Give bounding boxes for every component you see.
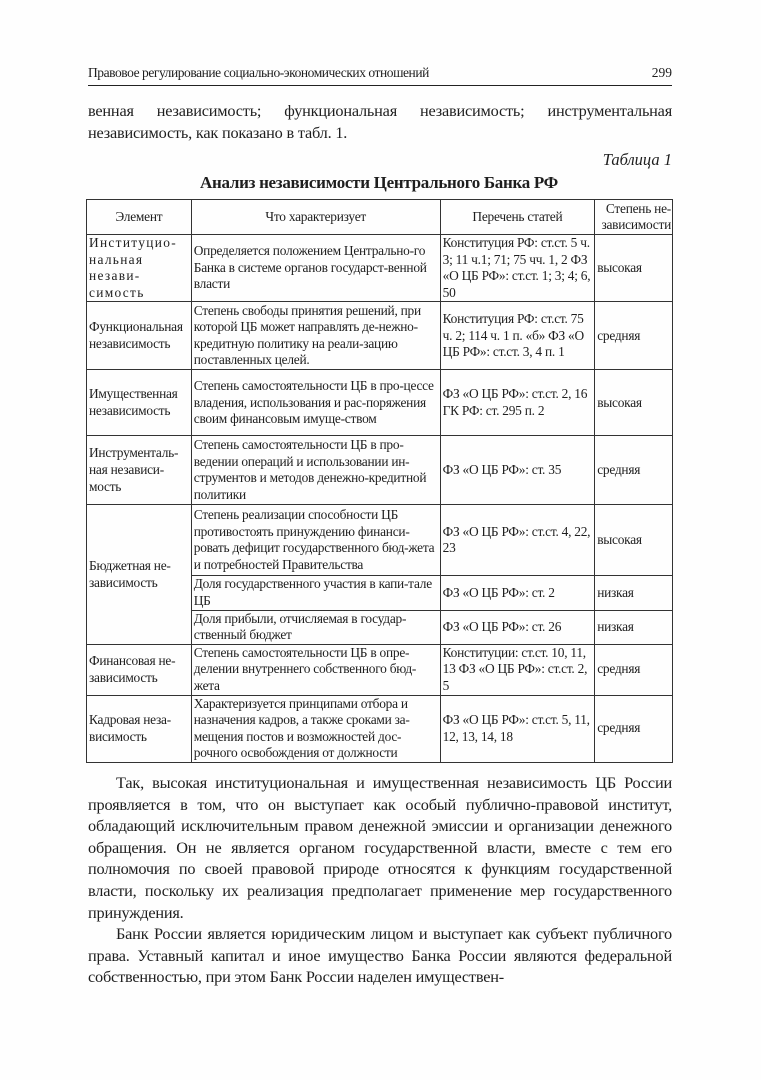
cell-description: Доля государственного участия в капи-тале ЦБ (191, 576, 440, 610)
table-row (87, 370, 673, 436)
cell-articles: ФЗ «О ЦБ РФ»: ст. 35 (440, 436, 595, 505)
table-row (87, 302, 673, 370)
header-description: Что характеризует (191, 200, 440, 235)
cell-articles: Конституции: ст.ст. 10, 11, 13 ФЗ «О ЦБ РФ»: ст.ст. 2, 5 (440, 644, 595, 695)
header-element: Элемент (87, 200, 192, 235)
body-paragraph: Банк России является юридическим лицом и выступает как субъект публичного права. Уставный капитал и иное имущество Банка России являются федеральной собственностью, при этом Банк России наделен имуществен- (88, 924, 672, 987)
cell-description: Степень самостоятельности ЦБ в опре-делении внутреннего собственного бюд-жета (191, 644, 440, 695)
cell-degree: высокая (595, 370, 673, 436)
cell-description: Степень свободы принятия решений, при которой ЦБ может направлять де-нежно-кредитную политику на реали-зацию поставленных целей. (191, 302, 440, 370)
body-paragraph: Так, высокая институциональная и имущественная независимость ЦБ России проявляется в том, что он выступает как особый публично-правовой институт, обладающий исключительным правом денежной эмиссии и организации денежного обращения. Он не является органом государственной власти, вместе с тем его полномочия по своей правовой природе относятся к функциям государственной власти, поскольку их реализация предполагает применение мер государственного принуждения. (88, 773, 672, 922)
cell-element: Имущественная независимость (87, 370, 192, 436)
cell-articles: ФЗ «О ЦБ РФ»: ст.ст. 5, 11, 12, 13, 14, 18 (440, 695, 595, 762)
cell-degree: средняя (595, 302, 673, 370)
table-row (87, 644, 673, 695)
table-label: Таблица 1 (602, 150, 672, 169)
header-articles: Перечень статей (440, 200, 595, 235)
intro-paragraph (88, 100, 672, 143)
cell-degree: высокая (595, 235, 673, 302)
independence-table (86, 199, 673, 763)
table-row (87, 436, 673, 505)
cell-articles: ФЗ «О ЦБ РФ»: ст. 26 (440, 610, 595, 644)
page-number: 299 (651, 65, 672, 80)
cell-element: Институцио-нальная незави-симость (87, 235, 192, 302)
cell-degree: средняя (595, 436, 673, 505)
cell-description: Степень реализации способности ЦБ противостоять принуждению финанси-ровать дефицит государственного бюд-жета и потребностей Правительства (191, 505, 440, 576)
running-head-title: Правовое регулирование социально-экономических отношений (88, 65, 429, 80)
cell-degree: низкая (595, 610, 673, 644)
table-row (87, 695, 673, 762)
cell-description: Характеризуется принципами отбора и назначения кадров, а также сроками за-мещения постов и возможностей дос-рочного освобождения от должности (191, 695, 440, 762)
cell-element: Финансовая не-зависимость (87, 644, 192, 695)
table-row (87, 235, 673, 302)
cell-degree: низкая (595, 576, 673, 610)
header-degree: Степень не-зависимости (595, 200, 673, 235)
cell-articles: ФЗ «О ЦБ РФ»: ст.ст. 2, 16 ГК РФ: ст. 295 п. 2 (440, 370, 595, 436)
cell-degree: высокая (595, 505, 673, 576)
cell-element: Кадровая неза-висимость (87, 695, 192, 762)
body-after-table (88, 772, 672, 988)
table-title: Анализ независимости Центрального Банка РФ (200, 173, 558, 192)
cell-degree: средняя (595, 644, 673, 695)
cell-articles: ФЗ «О ЦБ РФ»: ст.ст. 4, 22, 23 (440, 505, 595, 576)
cell-degree: средняя (595, 695, 673, 762)
intro-text: венная независимость; функциональная независимость; инструментальная независимость, как показано в табл. 1. (88, 101, 672, 142)
cell-articles: Конституция РФ: ст.ст. 5 ч. 3; 11 ч.1; 71; 75 чч. 1, 2 ФЗ «О ЦБ РФ»: ст.ст. 1; 3; 4; 6, 50 (440, 235, 595, 302)
cell-description: Степень самостоятельности ЦБ в про-ведении операций и использовании ин-струментов и методов денежно-кредитной политики (191, 436, 440, 505)
cell-description: Степень самостоятельности ЦБ в про-цессе владения, использования и рас-поряжения своим финансовым имуще-ством (191, 370, 440, 436)
cell-description: Доля прибыли, отчисляемая в государ-ственный бюджет (191, 610, 440, 644)
cell-element: Инструменталь-ная независи-мость (87, 436, 192, 505)
table-row (87, 505, 673, 576)
cell-articles: Конституция РФ: ст.ст. 75 ч. 2; 114 ч. 1 п. «б» ФЗ «О ЦБ РФ»: ст.ст. 3, 4 п. 1 (440, 302, 595, 370)
cell-description: Определяется положением Центрально-го Банка в системе органов государст-венной власти (191, 235, 440, 302)
cell-articles: ФЗ «О ЦБ РФ»: ст. 2 (440, 576, 595, 610)
table-header-row (87, 200, 673, 235)
running-head (88, 63, 672, 86)
cell-element: Функциональная независимость (87, 302, 192, 370)
cell-element: Бюджетная не-зависимость (87, 505, 192, 644)
